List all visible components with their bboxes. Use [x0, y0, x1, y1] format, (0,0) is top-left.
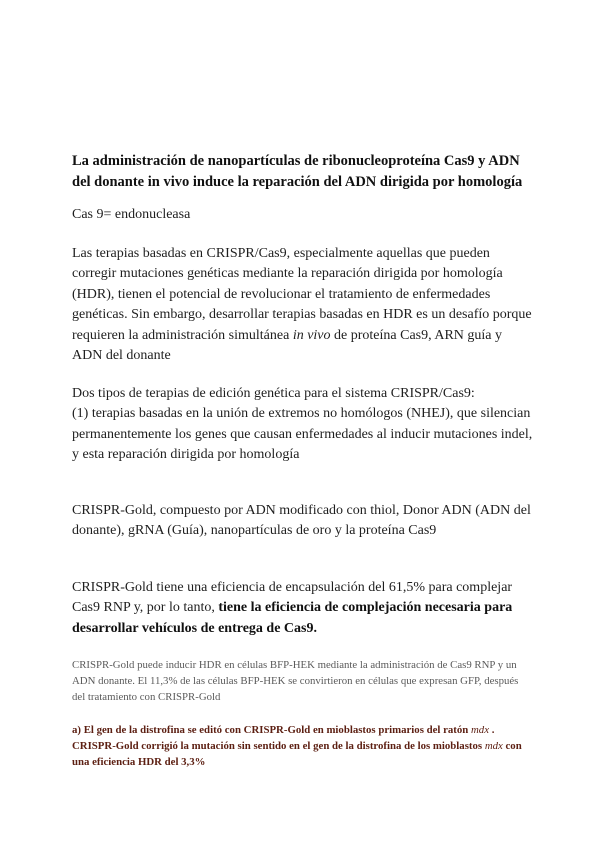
paragraph-encapsulation-efficiency — [72, 578, 534, 639]
paragraph-hdr-tail: de proteína Cas9, ARN guía y ADN del donante — [72, 327, 503, 364]
paragraph-hdr-therapies — [72, 244, 534, 366]
therapy-types-intro: Dos tipos de terapias de edición genética para el sistema CRISPR/Cas9: — [72, 386, 475, 401]
mdx-italic-1: mdx — [471, 724, 489, 736]
paragraph-therapy-types — [72, 384, 534, 466]
dystrophin-text-1: a) El gen de la distrofina se editó con CRISPR-Gold en mioblastos primarios del ratón — [72, 724, 471, 736]
in-vivo-italic: in vivo — [292, 327, 331, 343]
document-title: La administración de nanopartículas de ribonucleoproteína Cas9 y ADN del donante in vivo induce la reparación del ADN dirigida por homología — [72, 153, 523, 190]
dystrophin-text-2: . CRISPR-Gold corrigió la mutación sin sentido en el gen de la distrofina de los mioblastos — [72, 724, 495, 752]
paragraph-hdr-text: Las terapias basadas en CRISPR/Cas9, especialmente aquellas que pueden corregir mutaciones genéticas mediante la reparación dirigida por homología (HDR), tienen el potencial de revolucionar el tratamiento de enfermedades genéticas. Sin embargo, desarrollar terapias basadas en HDR es un desafío porque requieren la administración simultánea — [72, 246, 532, 343]
therapy-types-nhej: (1) terapias basadas en la unión de extremos no homólogos (NHEJ), que silencian permanentemente los genes que causan enfermedades al inducir mutaciones indel, y esta reparación dirigida por homología — [72, 406, 533, 463]
note-dystrophin-editing — [72, 722, 534, 770]
dystrophin-text-3: con una eficiencia HDR del 3,3% — [72, 740, 522, 768]
encapsulation-text: CRISPR-Gold tiene una eficiencia de encapsulación del 61,5% para complejar Cas9 RNP y, por lo tanto, — [72, 580, 513, 616]
encapsulation-bold-conclusion: tiene la eficiencia de complejación necesaria para desarrollar vehículos de entrega de Cas9. — [72, 600, 513, 636]
paragraph-crispr-gold-composition: CRISPR-Gold, compuesto por ADN modificado con thiol, Donor ADN (ADN del donante), gRNA (Guía), nanopartículas de oro y la proteína Cas9 — [72, 503, 531, 539]
cas9-definition: Cas 9= endonucleasa — [72, 207, 191, 222]
note-bfp-hek-result: CRISPR-Gold puede inducir HDR en células BFP-HEK mediante la administración de Cas9 RNP y un ADN donante. El 11,3% de las células BFP-HEK se convirtieron en células que expresan GFP, después del tratamiento con CRISPR-Gold — [72, 659, 519, 703]
mdx-italic-2: mdx — [484, 740, 503, 752]
